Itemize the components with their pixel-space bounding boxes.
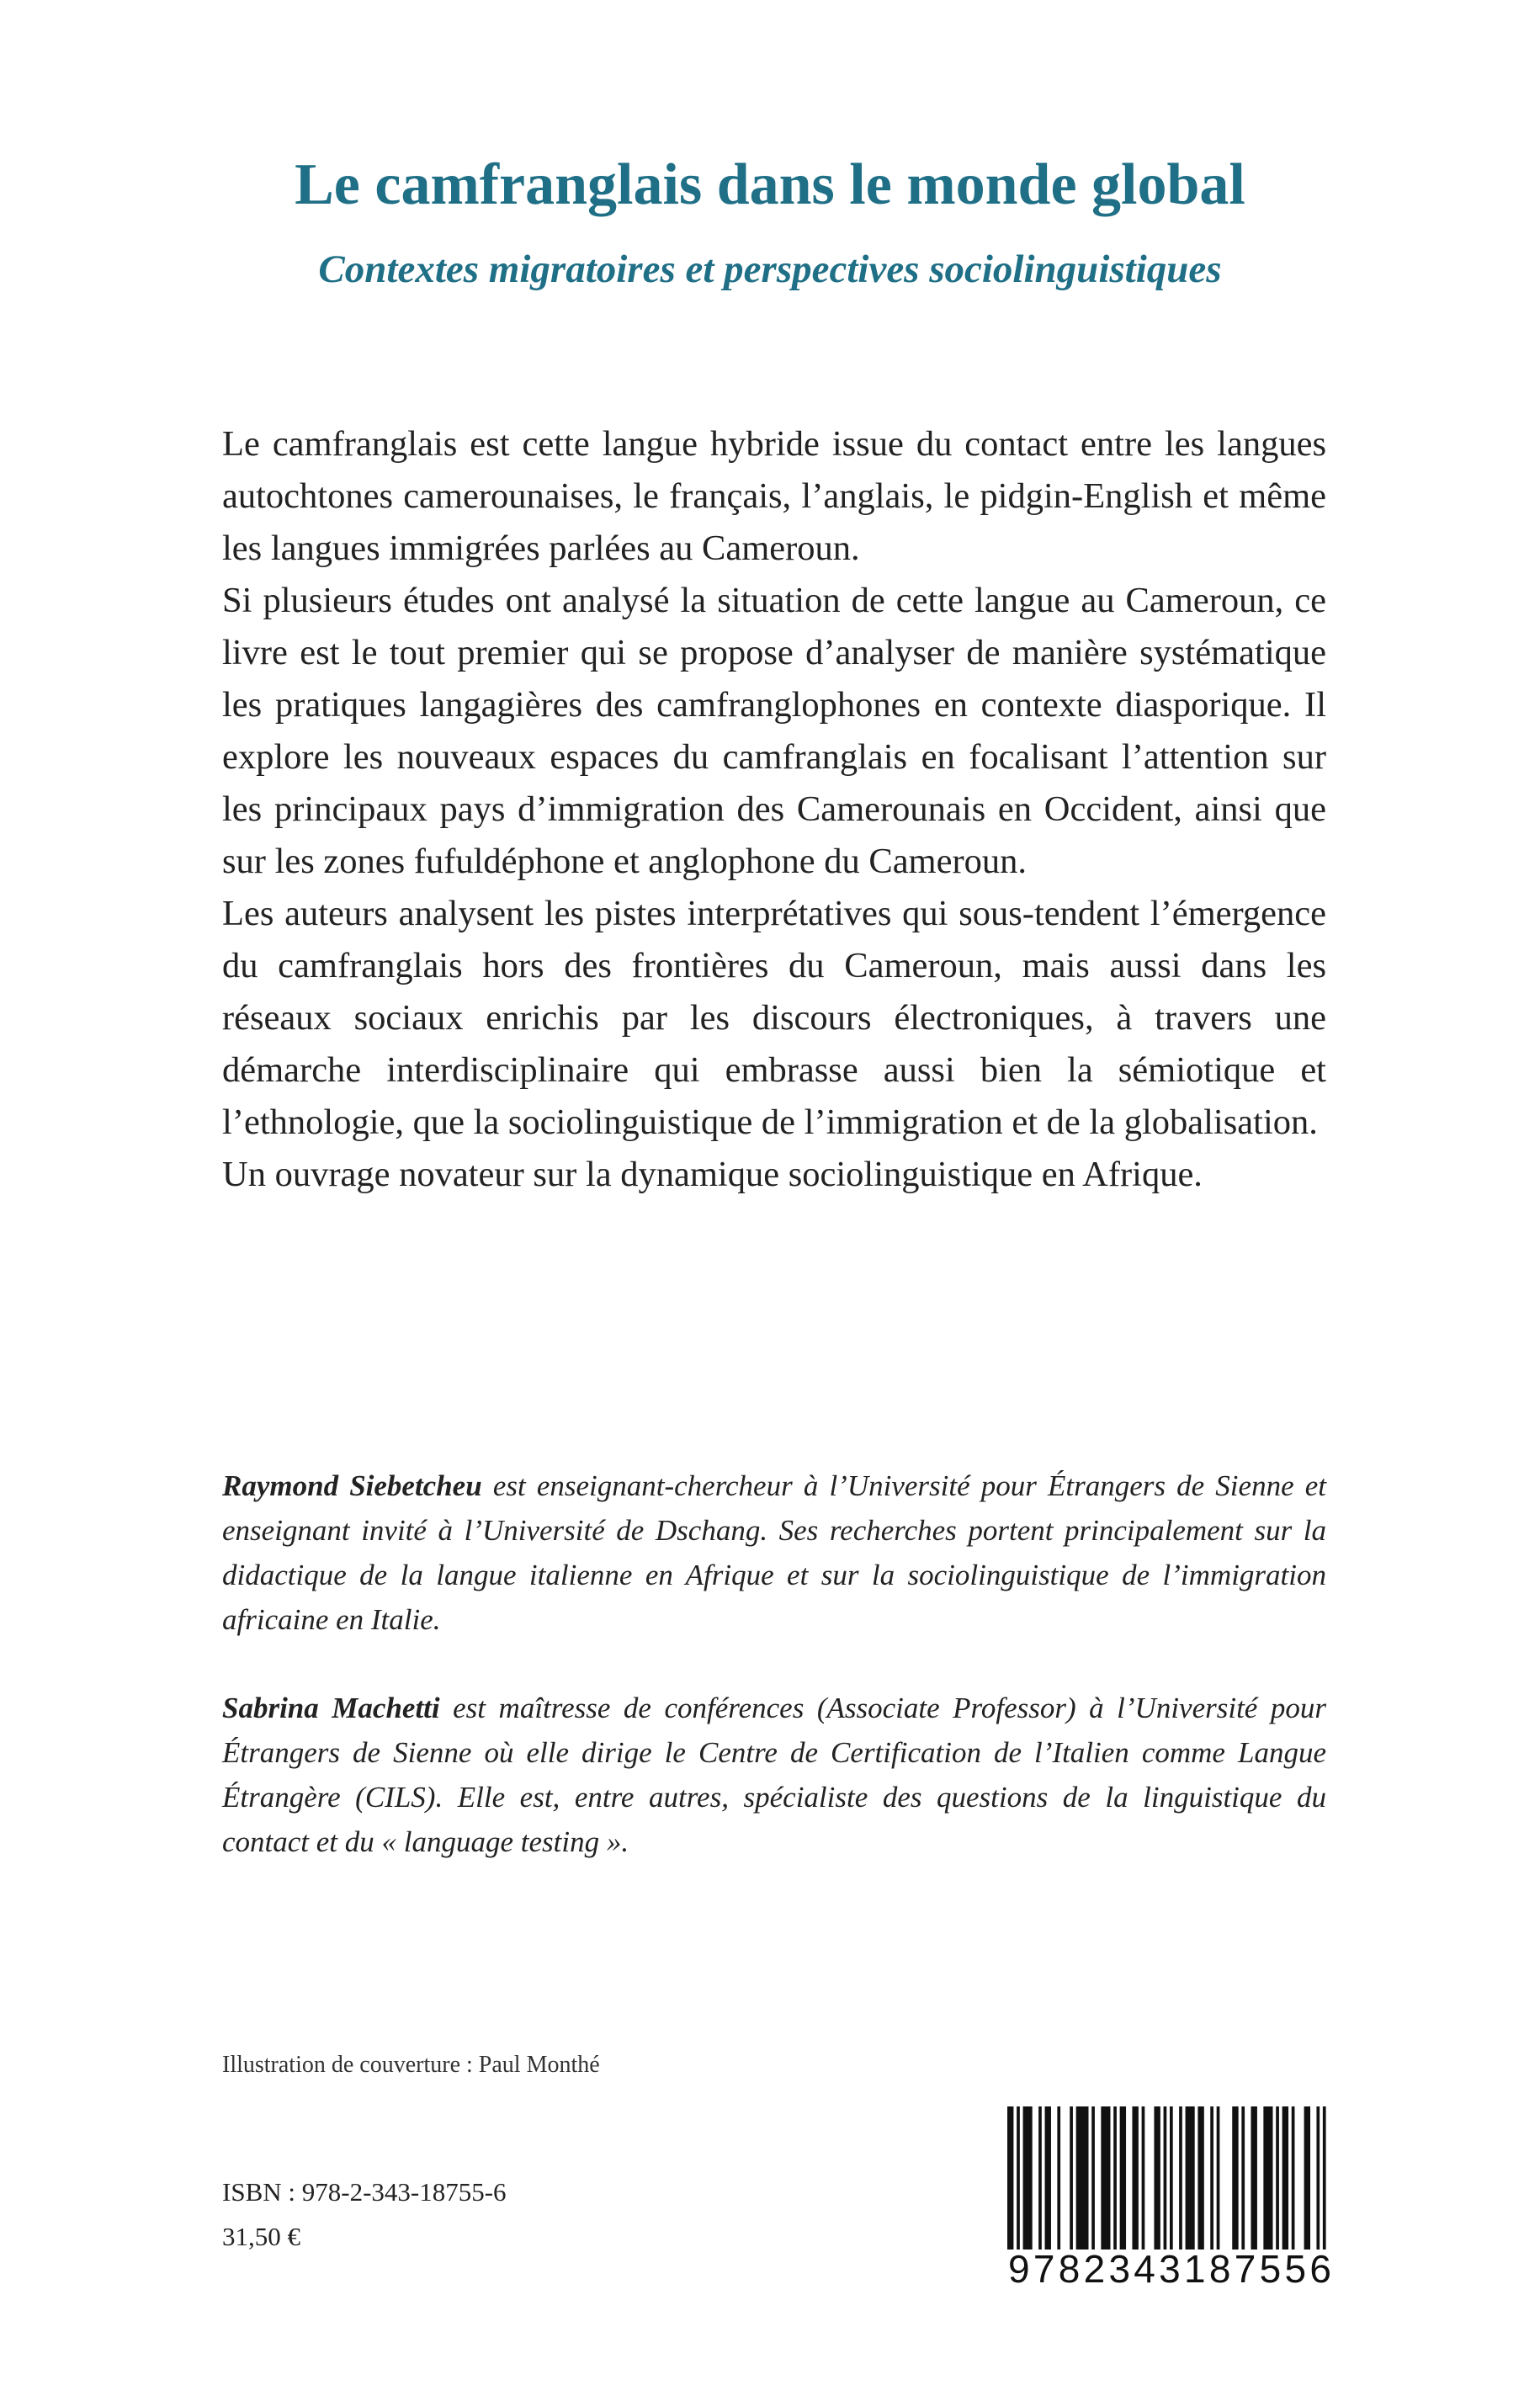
summary-paragraph: Les auteurs analysent les pistes interprétatives qui sous-tendent l’émergence du camfranglais hors des frontières du Cameroun, mais aussi dans les réseaux sociaux enrichis par les discours électroniques, à travers une démarche interdisciplinaire qui embrasse aussi bien la sémiotique et l’ethnologie, que la sociolinguistique de l’immigration et de la globalisation. [222,894,1326,1142]
author-bio-text: est maîtresse de conférences (Associate Professor) à l’Université pour Étrangers de Sienne où elle dirige le Centre de Certification de l’Italien comme Langue Étrangère (CILS). Elle est, entre autres, spécialiste des questions de la linguistique du contact et du « language testing ». [222,1692,1326,1858]
barcode-digit: 4 [1134,2247,1155,2291]
author-name: Sabrina Machetti [222,1692,440,1724]
barcode-bar [1023,2106,1033,2250]
barcode-digit: 1 [1184,2247,1206,2291]
barcode-bar [1263,2106,1272,2250]
barcode-bar [1316,2106,1320,2250]
author-bios [222,1463,1326,1864]
barcode-bar [1323,2106,1326,2250]
barcode-bar [1154,2106,1160,2250]
barcode-bar [1017,2106,1020,2250]
isbn: ISBN : 978-2-343-18755-6 [222,2177,507,2207]
barcode-bar [1241,2106,1245,2250]
barcode-bar [1251,2106,1257,2250]
barcode-bar [1292,2106,1295,2250]
author-bio [222,1686,1326,1864]
barcode-bar [1282,2106,1288,2250]
barcode-bar [1210,2106,1213,2250]
barcode-digit: 5 [1259,2247,1282,2291]
author-bio-text: est enseignant-chercheur à l’Université pour Étrangers de Sienne et enseignant invité à l’Université de Dschang. Ses recherches portent principalement sur la didactique de la langue italienne en Afrique et sur la sociolinguistique de l’immigration africaine en Italie. [222,1469,1326,1636]
barcode-bar [1045,2106,1051,2250]
summary-paragraph: Le camfranglais est cette langue hybride issue du contact entre les langues autochtones camerounaises, le français, l’anglais, le pidgin-English et même les langues immigrées parlées au Cameroun. [222,424,1326,568]
summary-paragraph: Si plusieurs études ont analysé la situation de cette langue au Cameroun, ce livre est le tout premier qui se propose d’analyser de manière systématique les pratiques langagières des camfranglophones en contexte diasporique. Il explore les nouveaux espaces du camfranglais en focalisant l’attention sur les principaux pays d’immigration des Camerounais en Occident, ainsi que sur les zones fufuldéphone et anglophone du Cameroun. [222,581,1326,881]
price: 31,50 € [222,2222,300,2251]
barcode-bar [1101,2106,1110,2250]
barcode-bar [1007,2106,1013,2250]
barcode-bar [1217,2106,1220,2250]
barcode-digit: 9 [1008,2247,1030,2291]
author-bio [222,1463,1326,1642]
illustration-credit: Illustration de couverture : Paul Monthé [222,2052,600,2078]
barcode-digit: 8 [1058,2247,1081,2291]
book-subtitle: Contextes migratoires et perspectives sociolinguistiques [318,247,1222,291]
summary-paragraph: Un ouvrage novateur sur la dynamique sociolinguistique en Afrique. [222,1155,1203,1194]
barcode-bar [1057,2106,1060,2250]
barcode-digit: 3 [1108,2247,1131,2291]
barcode-digit: 2 [1083,2247,1106,2291]
barcode-digits [1005,2248,1335,2291]
barcode-bar [1179,2106,1182,2250]
barcode-digit: 6 [1309,2247,1331,2291]
barcode-bar [1232,2106,1238,2250]
barcode-digit: 5 [1284,2247,1307,2291]
barcode-bar [1197,2106,1203,2250]
barcode-bar [1076,2106,1089,2250]
author-name: Raymond Siebetcheu [222,1469,482,1502]
barcode-bar [1186,2106,1195,2250]
summary [222,418,1326,1201]
barcode-digit: 7 [1234,2247,1256,2291]
barcode-bar [1070,2106,1073,2250]
book-title: Le camfranglais dans le monde global [295,152,1245,217]
barcode-bar [1142,2106,1145,2250]
barcode-digit: 7 [1033,2247,1055,2291]
barcode-bar [1113,2106,1117,2250]
barcode-digit: 8 [1208,2247,1231,2291]
barcode-bar [1304,2106,1310,2250]
barcode-bars [1005,2106,1335,2250]
barcode [1005,2106,1335,2291]
barcode-bar [1091,2106,1095,2250]
barcode-bar [1164,2106,1167,2250]
barcode-bar [1132,2106,1138,2250]
barcode-bar [1120,2106,1126,2250]
barcode-bar [1276,2106,1279,2250]
barcode-bar [1170,2106,1173,2250]
barcode-digit: 3 [1159,2247,1181,2291]
barcode-bar [1038,2106,1042,2250]
